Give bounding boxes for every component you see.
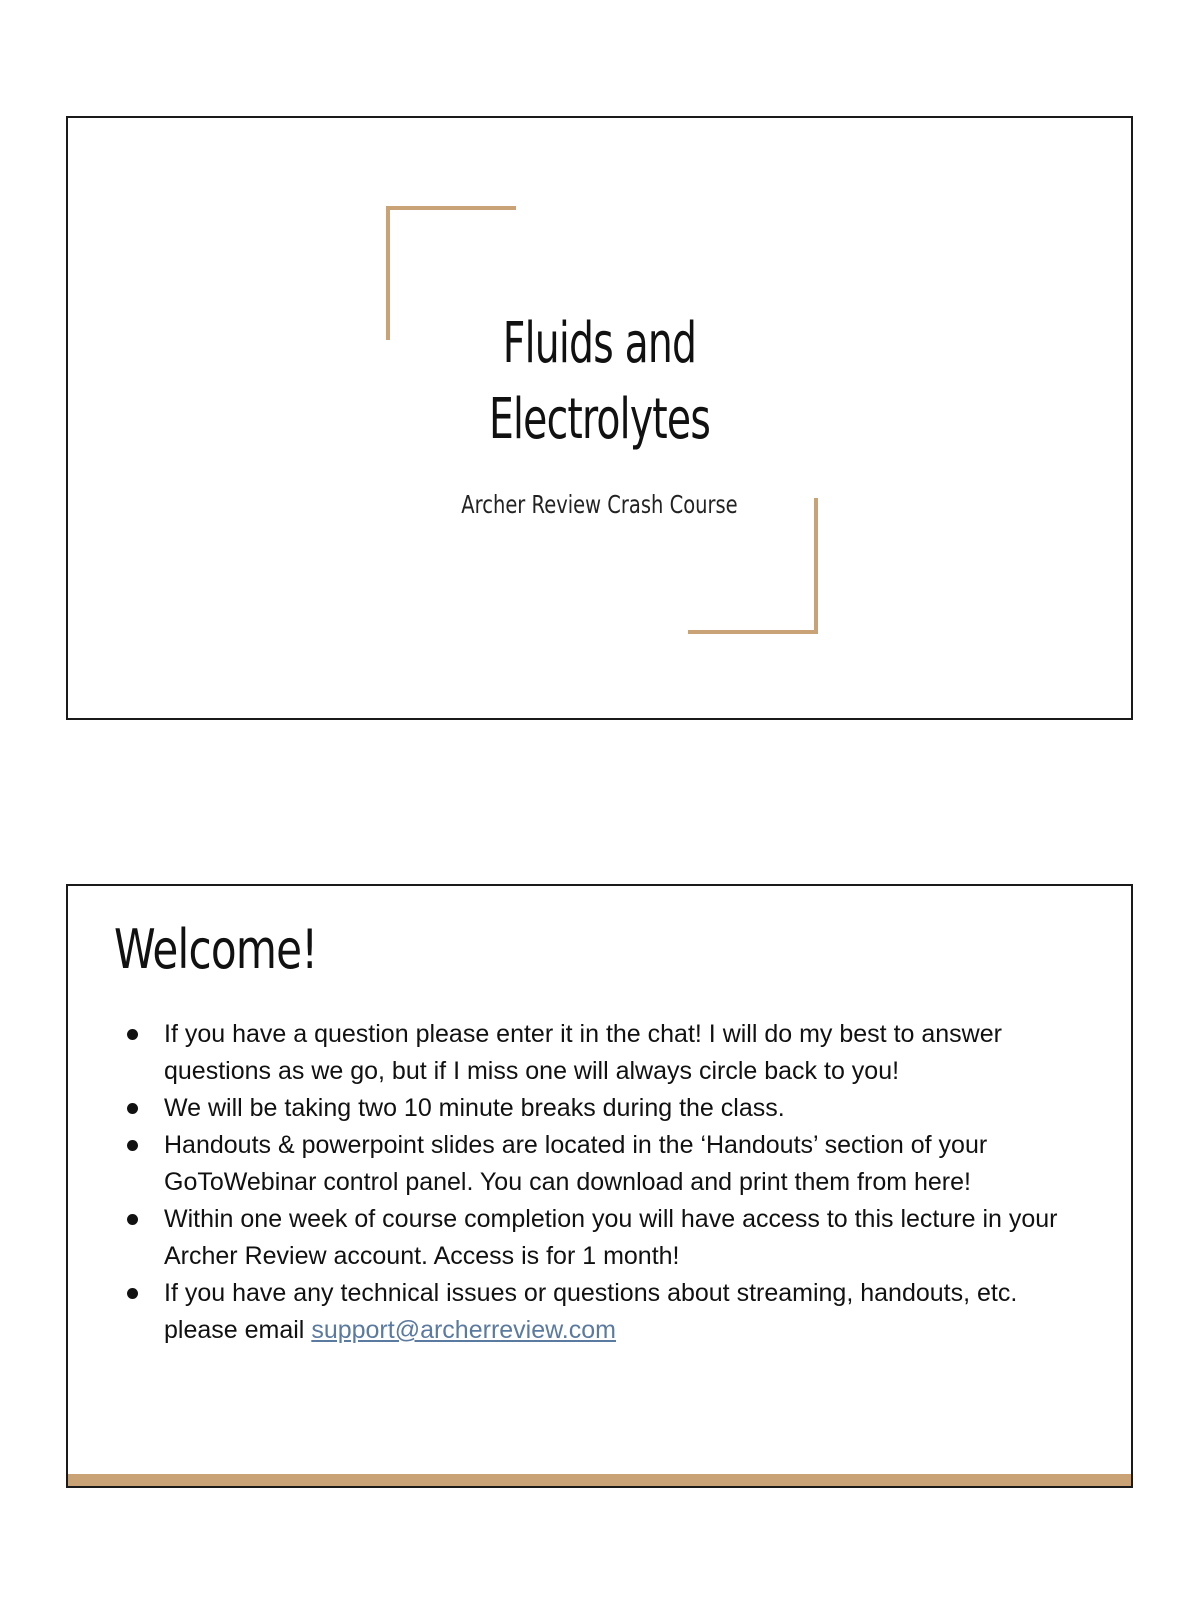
bullet-text: Handouts & powerpoint slides are located in the ‘Handouts’ section of your GoToWebinar control panel. You can download and print them from here! [164,1131,988,1196]
bullet-text: We will be taking two 10 minute breaks during the class. [164,1094,785,1122]
support-email-link[interactable]: support@archerreview.com [311,1316,616,1344]
bullet-list [164,1016,1094,1349]
slide-title-line-2: Electrolytes [488,387,711,452]
bullet-item [164,1016,1094,1090]
bullet-icon [127,1140,138,1151]
top-left-corner-accent [386,206,516,210]
bullet-item [164,1127,1094,1201]
bullet-item [164,1201,1094,1275]
bullet-text: If you have any technical issues or questions about streaming, handouts, etc. please email [164,1279,1018,1344]
slide-title [185,306,1014,458]
bottom-right-corner-accent [688,630,818,634]
bullet-text: Within one week of course completion you will have access to this lecture in your Archer Review account. Access is for 1 month! [164,1205,1058,1270]
slide-title-line-1: Fluids and [502,311,697,376]
bullet-text: If you have a question please enter it in the chat! I will do my best to answer questions as we go, but if I miss one will always circle back to you! [164,1020,1002,1085]
slide-subtitle: Archer Review Crash Course [461,490,738,519]
bullet-icon [127,1214,138,1225]
bullet-icon [127,1288,138,1299]
bullet-icon [127,1103,138,1114]
bottom-accent-bar [68,1474,1131,1486]
bullet-item [164,1090,1094,1127]
bullet-icon [127,1029,138,1040]
welcome-heading: Welcome! [114,918,318,981]
bullet-item [164,1275,1094,1349]
title-slide [66,116,1133,720]
welcome-slide [66,884,1133,1488]
